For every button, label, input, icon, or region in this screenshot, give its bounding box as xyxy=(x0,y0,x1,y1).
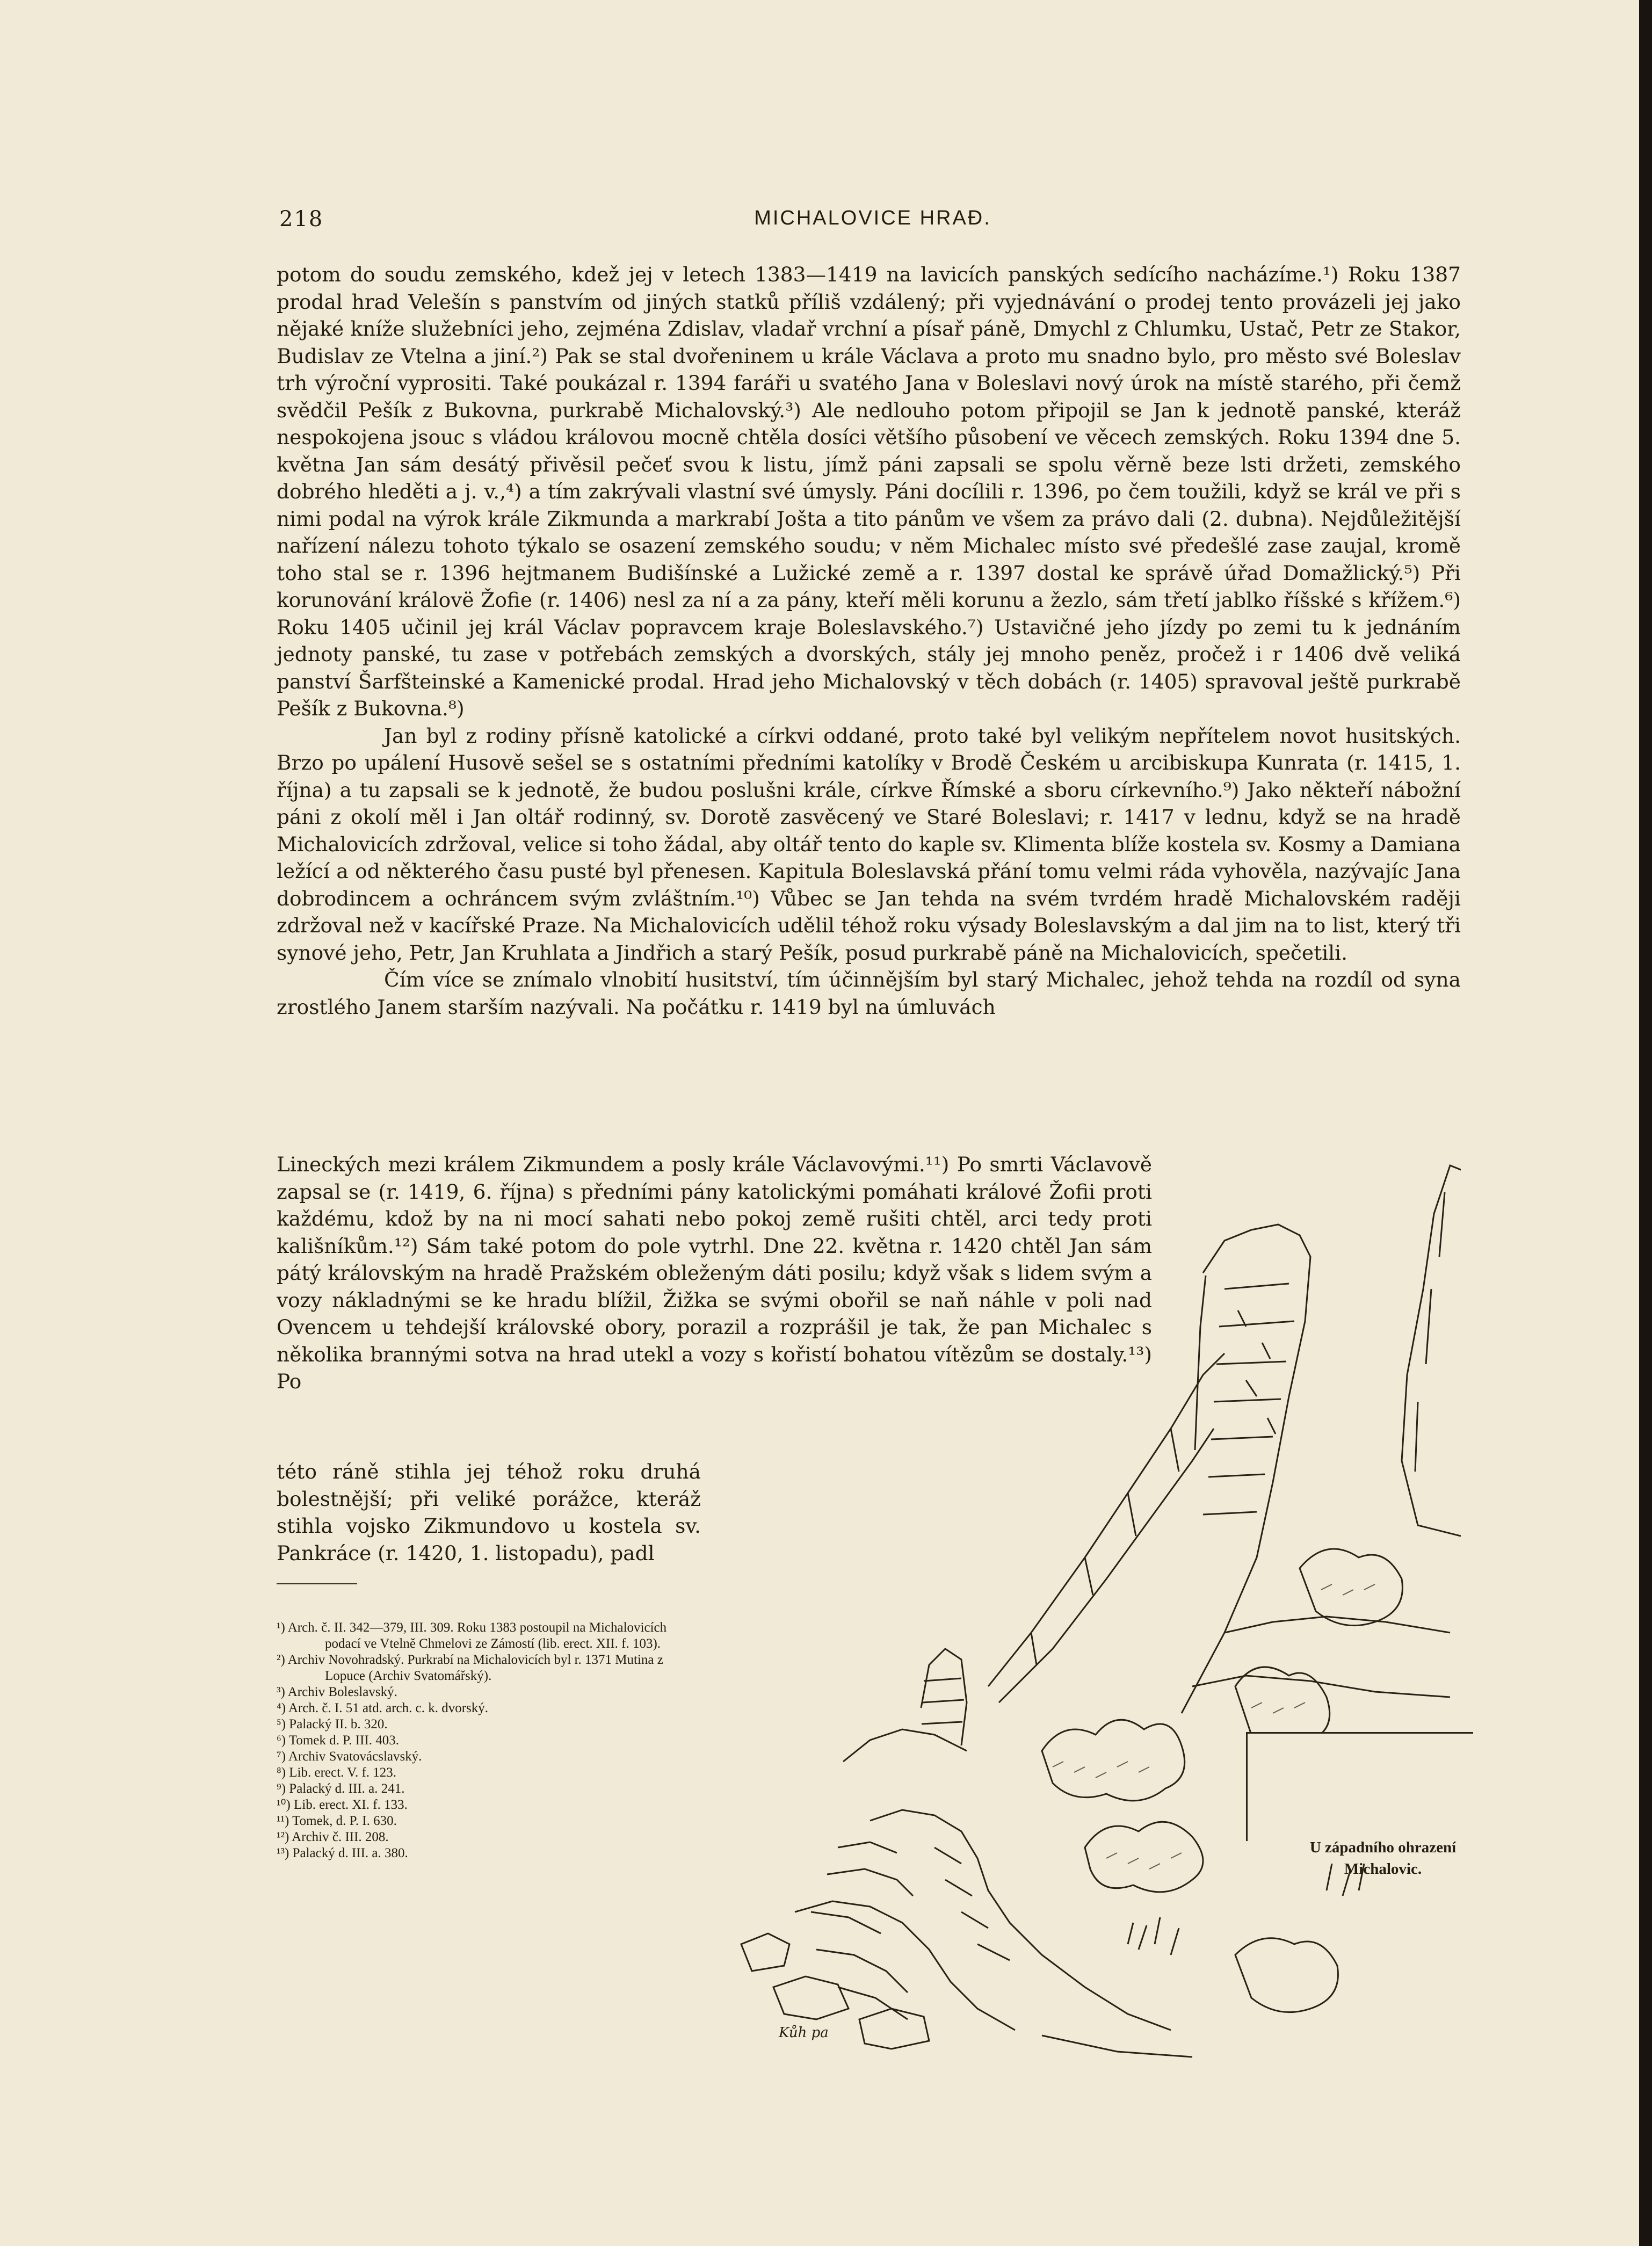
page-number: 218 xyxy=(279,207,324,231)
footnote-separator xyxy=(277,1583,357,1584)
body-text-full-width xyxy=(277,261,1461,1020)
caption-frame xyxy=(1246,1732,1473,1841)
caption-line: Michalovic. xyxy=(1344,1860,1422,1878)
footnote: ⁴) Arch. č. I. 51 atd. arch. c. k. dvorský. xyxy=(277,1701,489,1715)
footnote: ¹¹) Tomek, d. P. I. 630. xyxy=(277,1814,397,1828)
paragraph: Čím více se znímalo vlnobití husitství, tím účinnějším byl starý Michalec, jehož tehda na rozdíl od syna zrostlého Janem starším nazývali. Na počátku r. 1419 byl na úmluvách xyxy=(277,968,1461,1019)
footnote: ¹) Arch. č. II. 342—379, III. 309. Roku 1383 postoupil na Michalovicích podací ve Vtelně Chmelovi ze Zámostí (lib. erect. XII. f. 103). xyxy=(277,1620,667,1651)
footnote: ⁵) Palacký II. b. 320. xyxy=(277,1717,388,1731)
paragraph: Lineckých mezi králem Zikmundem a posly krále Václavovými.¹¹) Po smrti Václavově zapsal se (r. 1419, 6. října) s předními pány katolickými pomáhati králové Žofii proti každému, kdož by na ni mocí sahati nebo pokoj země rušiti chtěl, arci tedy proti kališníkům.¹²) Sám také potom do pole vytrhl. Dne 22. května r. 1420 chtěl Jan sám pátý královským na hradě Pražském obleženým dáti posilu; když však s lidem svým a vozy nákladnými se ke hradu blížil, Žižka se svými obořil se naň náhle v poli nad Ovencem u tehdejší královské obory, porazil a rozprášil je tak, že pan Michalec s několika brannými sotva na hrad utekl a vozy s kořistí bohatou vítězům se dostaly.¹³) Po xyxy=(277,1153,1152,1393)
paragraph: potom do soudu zemského, kdež jej v letech 1383—1419 na lavicích panských sedícího nacházíme.¹) Roku 1387 prodal hrad Velešín s panstvím od jiných statků příliš vzdálený; při vyjednávání o prodej tento provázeli jej jako nějaké kníže služebníci jeho, zejména Zdislav, vladař vrchní a písař páně, Dmychl z Chlumku, Ustač, Petr ze Stakor, Budislav ze Vtelna a jiní.²) Pak se stal dvořeninem u krále Václava a proto mu snadno bylo, pro město své Boleslav trh výroční vyprositi. Také poukázal r. 1394 faráři u svatého Jana v Boleslavi nový úrok na místě starého, při čemž svědčil Pešík z Bukovna, purkrabě Michalovský.³) Ale nedlouho potom připojil se Jan k jednotě panské, kteráž nespokojena jsouc s vládou královou mocně chtěla dosíci většího působení ve věcech zemských. Roku 1394 dne 5. května Jan sám desátý přivěsil pečeť svou k listu, jímž páni zapsali se spolu věrně beze lsti držeti, zemského dobrého hleděti a j. v.,⁴) a tím zakrývali vlastní své úmysly. Páni docílili r. 1396, po čem toužili, když se král ve při s nimi podal na výrok krále Zikmunda a markrabí Jošta a tito pánům ve všem za právo dali (2. dubna). Nejdůležitější nařízení nálezu tohoto týkalo se osazení zemského soudu; v něm Michalec místo své předešlé zase zaujal, kromě toho stal se r. 1396 hejtmanem Budišínské a Lužické země a r. 1397 dostal ke správě úřad Domažlický.⁵) Při korunování královë Žofie (r. 1406) nesl za ní a za pány, kteří měli korunu a žezlo, sám třetí jablko říšské s křížem.⁶) Roku 1405 učinil jej král Václav popravcem kraje Boleslavského.⁷) Ustavičné jeho jízdy po zemi tu k jednáním jednoty panské, tu zase v potřebách zemských a dvorských, stály jej mnoho peněz, pročež i r 1406 dvě veliká panství Šarfšteinské a Kamenické prodal. Hrad jeho Michalovský v těch dobách (r. 1405) spravoval ještě purkrabě Pešík z Bukovna.⁸) xyxy=(277,263,1461,720)
body-text-narrow xyxy=(277,1458,701,1567)
footnote: ³) Archiv Boleslavský. xyxy=(277,1685,397,1699)
footnote: ⁸) Lib. erect. V. f. 123. xyxy=(277,1765,397,1780)
footnotes xyxy=(277,1620,701,1861)
castle-ruins-illustration xyxy=(709,1149,1461,2062)
footnote: ⁷) Archiv Svatovácslavský. xyxy=(277,1749,422,1764)
page-header xyxy=(279,207,1466,244)
artist-signature: Kůh pa xyxy=(779,2025,829,2041)
paragraph: Jan byl z rodiny přísně katolické a církvi oddané, proto také byl velikým nepřítelem novot husitských. Brzo po upálení Husově sešel se s ostatními předními katolíky v Brodě Českém u arcibiskupa Kunrata (r. 1415, 1. října) a tu zapsali se k jednotě, že budou poslušni krále, církve Římské a sboru církevního.⁹) Jako někteří nábožní páni z okolí měl i Jan oltář rodinný, sv. Dorotě zasvěcený ve Staré Boleslavi; r. 1417 v lednu, když se na hradě Michalovicích zdržoval, velice si toho žádal, aby oltář tento do kaple sv. Klimenta blíže kostela sv. Kosmy a Damiana ležící a od některého času pusté byl přenesen. Kapitula Boleslavská přání tomu velmi ráda vyhověla, nazývajíc Jana dobrodincem a ochráncem svým zvláštním.¹⁰) Vůbec se Jan tehda na svém tvrdém hradě Michalovském raději zdržoval než v kacířské Praze. Na Michalovicích udělil téhož roku výsady Boleslavským a dal jim na to list, který tři synové jeho, Petr, Jan Kruhlata a Jindřich a starý Pešík, posud purkrabě páně na Michalovicích, spečetili. xyxy=(277,723,1461,965)
footnote: ¹⁰) Lib. erect. XI. f. 133. xyxy=(277,1798,408,1812)
caption-line: U západního ohrazení xyxy=(1309,1839,1457,1856)
paragraph: této ráně stihla jej téhož roku druhá bolestnější; při veliké porážce, kteráž stihla vojsko Zikmundovo u kostela sv. Pankráce (r. 1420, 1. listopadu), padl xyxy=(277,1460,701,1565)
illustration-caption xyxy=(1286,1837,1480,1880)
footnote: ¹³) Palacký d. III. a. 380. xyxy=(277,1846,408,1860)
footnote: ⁶) Tomek d. P. III. 403. xyxy=(277,1733,400,1748)
footnote: ⁹) Palacký d. III. a. 241. xyxy=(277,1781,405,1796)
page-edge xyxy=(1639,0,1652,2246)
footnote: ¹²) Archiv č. III. 208. xyxy=(277,1830,389,1844)
running-title: MICHALOVICE HRAĐ. xyxy=(754,207,991,229)
footnote: ²) Archiv Novohradský. Purkrabí na Michalovicích byl r. 1371 Mutina z Lopuce (Archiv Svatomářský). xyxy=(277,1653,663,1683)
